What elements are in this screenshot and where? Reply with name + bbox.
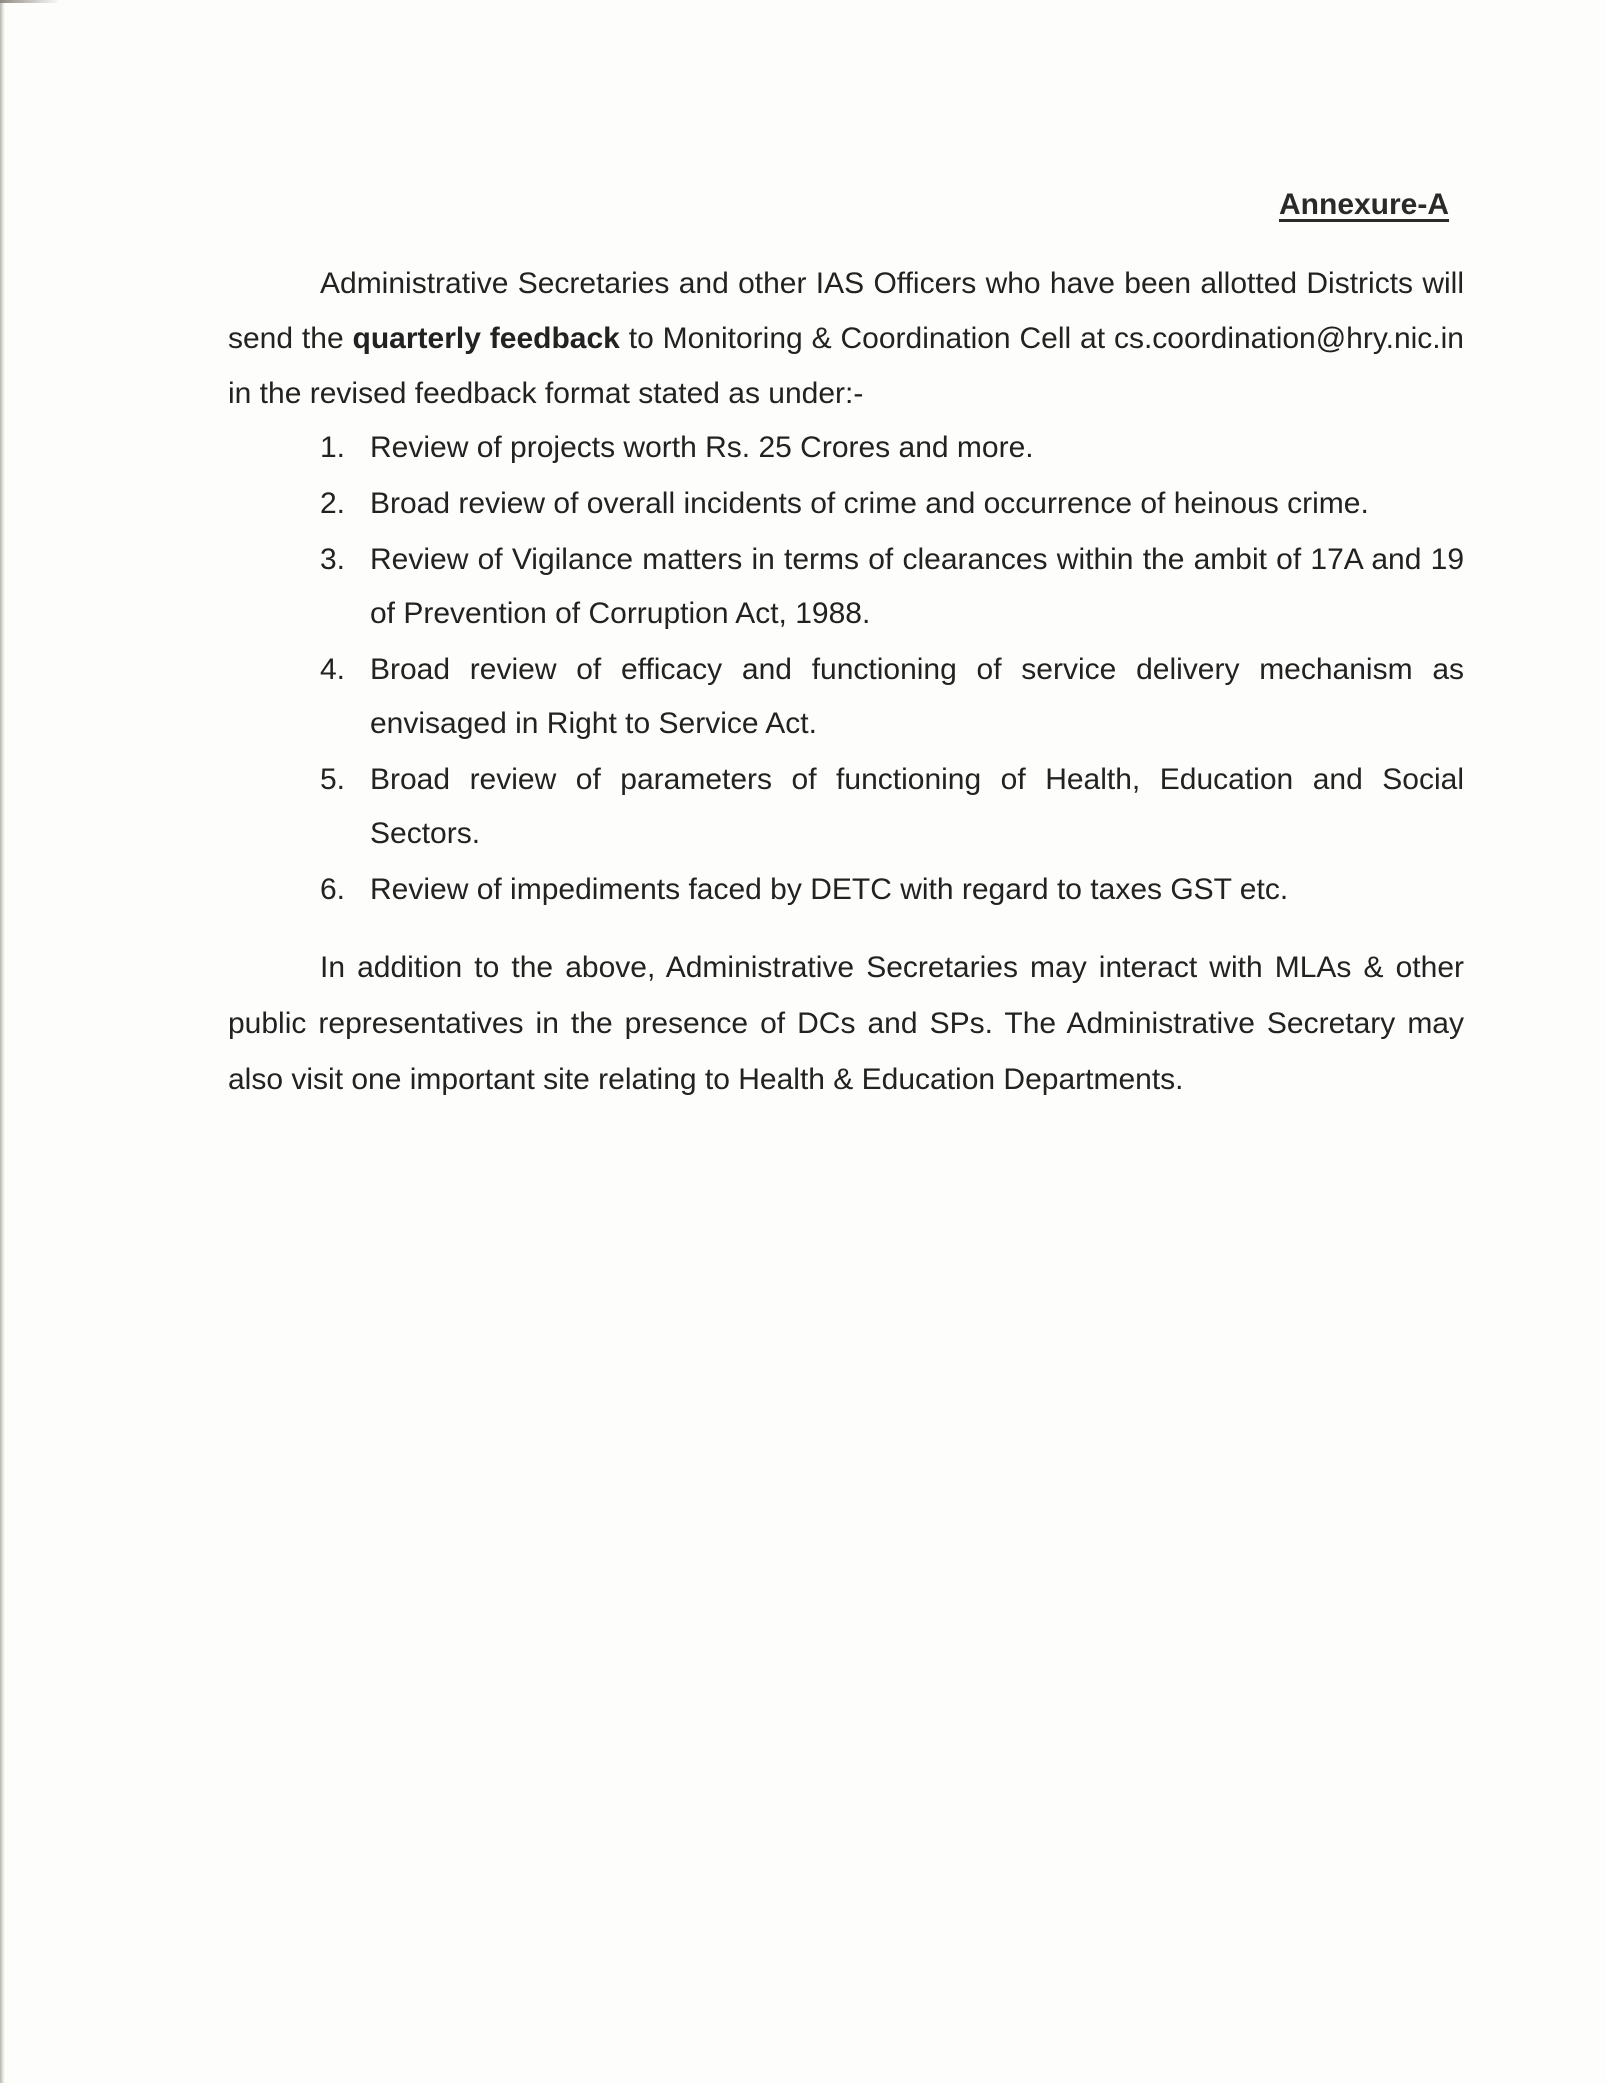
intro-text-start: Administrative Secretaries and other IAS Officers who have been allotted Districts will send the — [228, 267, 1464, 355]
list-item-text: Review of projects worth Rs. 25 Crores and more. — [370, 431, 1034, 464]
scan-edge-left — [0, 0, 5, 2083]
list-item-number: 5. — [320, 763, 346, 796]
list-item-text: Broad review of efficacy and functioning of service delivery mechanism as envisaged in Right to Service Act. — [370, 653, 1464, 740]
list-item-text: Review of impediments faced by DETC with regard to taxes GST etc. — [370, 873, 1289, 906]
list-item — [320, 421, 1464, 475]
list-item-number: 3. — [320, 543, 346, 576]
list-item-number: 1. — [320, 431, 346, 464]
annexure-heading: Annexure-A — [1279, 188, 1450, 221]
intro-text-end: to Monitoring & Coordination Cell at cs.coordination@hry.nic.in in the revised feedback format stated as under:- — [228, 322, 1464, 410]
list-item — [320, 863, 1464, 917]
list-item — [320, 477, 1464, 531]
list-item — [320, 753, 1464, 861]
list-item-text: Broad review of overall incidents of crime and occurrence of heinous crime. — [370, 487, 1369, 520]
intro-bold-text: quarterly feedback — [352, 322, 620, 355]
scan-edge-top — [0, 0, 60, 3]
closing-paragraph — [228, 940, 1464, 1108]
feedback-items-list — [320, 421, 1464, 919]
list-item-number: 4. — [320, 653, 346, 686]
closing-text: In addition to the above, Administrative Secretaries may interact with MLAs & other public representatives in the presence of DCs and SPs. The Administrative Secretary may also visit one important site relating to Health & Education Departments. — [228, 951, 1464, 1096]
list-item-text: Broad review of parameters of functioning of Health, Education and Social Sectors. — [370, 763, 1464, 850]
intro-paragraph — [228, 256, 1464, 421]
list-item-number: 2. — [320, 487, 346, 520]
list-item — [320, 643, 1464, 751]
list-item-number: 6. — [320, 873, 346, 906]
list-item — [320, 533, 1464, 641]
list-item-text: Review of Vigilance matters in terms of clearances within the ambit of 17A and 19 of Prevention of Corruption Act, 1988. — [370, 543, 1464, 630]
